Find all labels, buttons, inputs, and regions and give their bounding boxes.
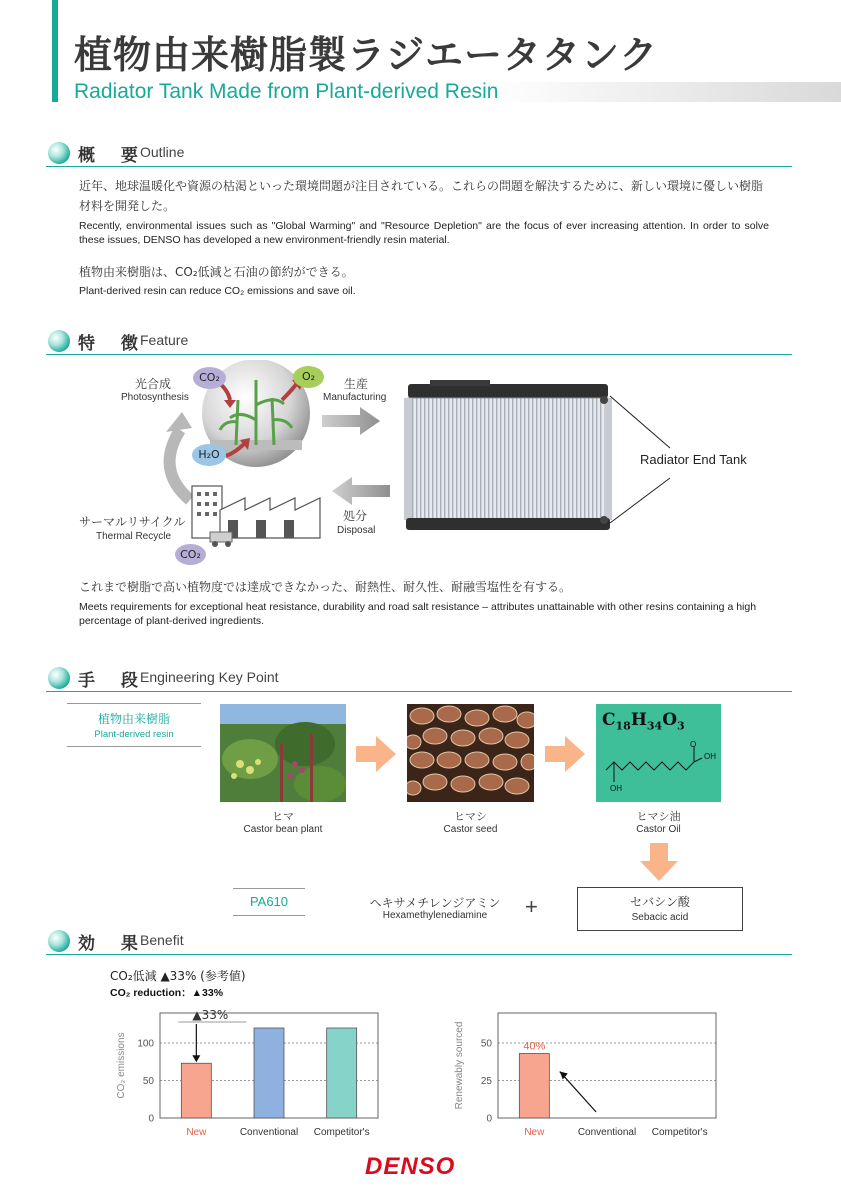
category-label: Competitor's <box>313 1127 370 1138</box>
down-arrow-head <box>192 1055 200 1062</box>
orange-down-arrow-icon <box>640 843 678 881</box>
data-label: 40% <box>523 1040 546 1053</box>
page-title: 植物由来樹脂製ラジエータタンク <box>74 33 659 77</box>
section-bullet-icon <box>48 930 70 952</box>
outline-paragraph-en: Recently, environmental issues such as "Global Warming" and "Resource Depletion" are the focus of ever increasing attention. In order to solve these issues, DENSO has developed a new environment-friendly resin material. <box>79 220 769 246</box>
section-title-en: Outline <box>140 144 185 160</box>
bar-competitors <box>327 1028 357 1118</box>
lower-tank <box>406 518 610 530</box>
y-tick-label: 50 <box>480 1038 492 1050</box>
section-title-en: Benefit <box>140 932 184 948</box>
photosynthesis-label-jp: 光合成 <box>135 377 172 391</box>
h2o-bubble: H₂O <box>192 444 226 466</box>
sebacic-acid-label-en: Sebacic acid <box>631 912 689 923</box>
molecule-oh-label: OH <box>704 752 716 761</box>
bar-new <box>181 1063 211 1118</box>
disposal-label-jp: 処分 <box>343 509 368 523</box>
section-title-jp: 特 徴 <box>78 334 148 354</box>
feature-description-jp: これまで樹脂で高い植物度では達成できなかった、耐熱性、耐久性、耐融雪塩性を有する。 <box>79 580 572 594</box>
category-label: Competitor's <box>651 1127 708 1138</box>
factory-icon <box>192 486 320 547</box>
hexamethylenediamine-label-en: Hexamethylenediamine <box>382 910 488 921</box>
sebacic-acid-label-jp: セバシン酸 <box>630 895 690 909</box>
section-header-benefit <box>46 928 792 955</box>
co2-recycle-bubble: CO₂ <box>175 544 206 565</box>
orange-arrow-icon <box>356 736 396 772</box>
feature-description-en: Meets requirements for exceptional heat resistance, durability and road salt resistance – attributes unattainable with other resins containing a high percentage of plant-derived ingredients. <box>79 601 757 627</box>
outline-paragraph-jp: 近年、地球温暖化や資源の枯渇といった環境問題が注目されている。これらの問題を解決するために、新しい環境に優しい樹脂 材料を開発した。 <box>79 179 764 213</box>
plant-derived-resin-box <box>67 703 201 747</box>
category-label: New <box>524 1127 545 1138</box>
denso-logo: DENSO <box>365 1153 456 1180</box>
castor-seed-label-en: Castor seed <box>443 824 498 835</box>
section-header-keypoint <box>46 665 792 692</box>
category-label: Conventional <box>577 1127 637 1138</box>
pa610-label: PA610 <box>233 888 305 916</box>
castor-oil-formula-box <box>596 704 721 802</box>
photosynthesis-label-en: Photosynthesis <box>121 392 189 403</box>
resin-label-en: Plant-derived resin <box>94 729 174 740</box>
castor-plant-label-en: Castor bean plant <box>243 824 323 835</box>
disposal-label-en: Disposal <box>337 525 376 536</box>
outline-note-jp: 植物由来樹脂は、CO₂低減と石油の節約ができる。 <box>79 265 354 279</box>
molecule-o-label: O <box>690 740 697 749</box>
co2-bubble: CO₂ <box>193 367 226 389</box>
disposal-arrow-icon <box>332 477 390 505</box>
manufacturing-arrow-icon <box>322 407 380 435</box>
renewably-sourced-chart <box>448 1005 728 1145</box>
section-bullet-icon <box>48 142 70 164</box>
y-tick-label: 0 <box>148 1113 154 1125</box>
orange-arrow-icon <box>545 736 585 772</box>
sebacic-acid-box <box>577 887 743 931</box>
recycle-label-jp: サーマルリサイクル <box>79 515 186 529</box>
pointer-arrow-icon <box>560 1072 596 1112</box>
radiator-core <box>408 398 608 520</box>
castor-oil-formula: $C_{18}H_{34}O_3$ <box>602 710 685 733</box>
castor-seed-label-jp: ヒマシ <box>454 810 487 823</box>
recycle-label-en: Thermal Recycle <box>96 531 172 542</box>
castor-seed-photo <box>407 704 534 802</box>
molecule-oh-label: OH <box>610 784 622 793</box>
section-bullet-icon <box>48 330 70 352</box>
y-axis-label: Renewably sourced <box>454 1021 465 1110</box>
co2-reduction-label-jp: CO₂低減 ▲33% (参考値) <box>110 969 246 983</box>
category-label: Conventional <box>239 1127 299 1138</box>
y-tick-label: 50 <box>142 1076 154 1087</box>
manufacturing-label-jp: 生産 <box>344 377 369 391</box>
section-header-feature <box>46 328 792 355</box>
section-bullet-icon <box>48 667 70 689</box>
castor-oil-label-jp: ヒマシ油 <box>636 810 681 823</box>
manufacturing-label-en: Manufacturing <box>323 392 387 403</box>
castor-bean-plant-photo <box>220 704 346 802</box>
castor-plant-label-jp: ヒマ <box>272 810 294 823</box>
section-title-jp: 効 果 <box>78 934 148 954</box>
recycle-arrow-icon <box>170 430 190 500</box>
upper-tank <box>408 384 608 398</box>
y-tick-label: 25 <box>480 1076 492 1087</box>
section-title-jp: 概 要 <box>78 146 148 166</box>
reduction-annotation: ▲33% <box>192 1008 229 1022</box>
section-title-en: Engineering Key Point <box>140 669 279 685</box>
plus-sign: + <box>525 894 538 919</box>
category-label: New <box>186 1127 207 1138</box>
hexamethylenediamine-label-jp: ヘキサメチレンジアミン <box>369 896 501 910</box>
section-header-outline <box>46 140 792 167</box>
radiator-end-tank-label: Radiator End Tank <box>640 452 747 467</box>
section-title-en: Feature <box>140 332 189 348</box>
section-title-jp: 手 段 <box>78 671 148 691</box>
y-tick-label: 100 <box>137 1038 154 1050</box>
y-axis-label: CO₂ emissions <box>116 1032 127 1099</box>
bar-new <box>519 1054 549 1119</box>
outline-note-en: Plant-derived resin can reduce CO₂ emissions and save oil. <box>79 285 356 297</box>
bar-conventional <box>254 1028 284 1118</box>
o2-bubble: O₂ <box>293 366 324 388</box>
y-tick-label: 0 <box>486 1113 492 1125</box>
page-subtitle: Radiator Tank Made from Plant-derived Resin <box>74 80 499 103</box>
co2-reduction-label-en: CO₂ reduction：▲33% <box>110 987 224 999</box>
resin-label-jp: 植物由来樹脂 <box>97 712 170 726</box>
castor-oil-label-en: Castor Oil <box>636 824 681 835</box>
co2-emissions-chart <box>110 1005 390 1145</box>
